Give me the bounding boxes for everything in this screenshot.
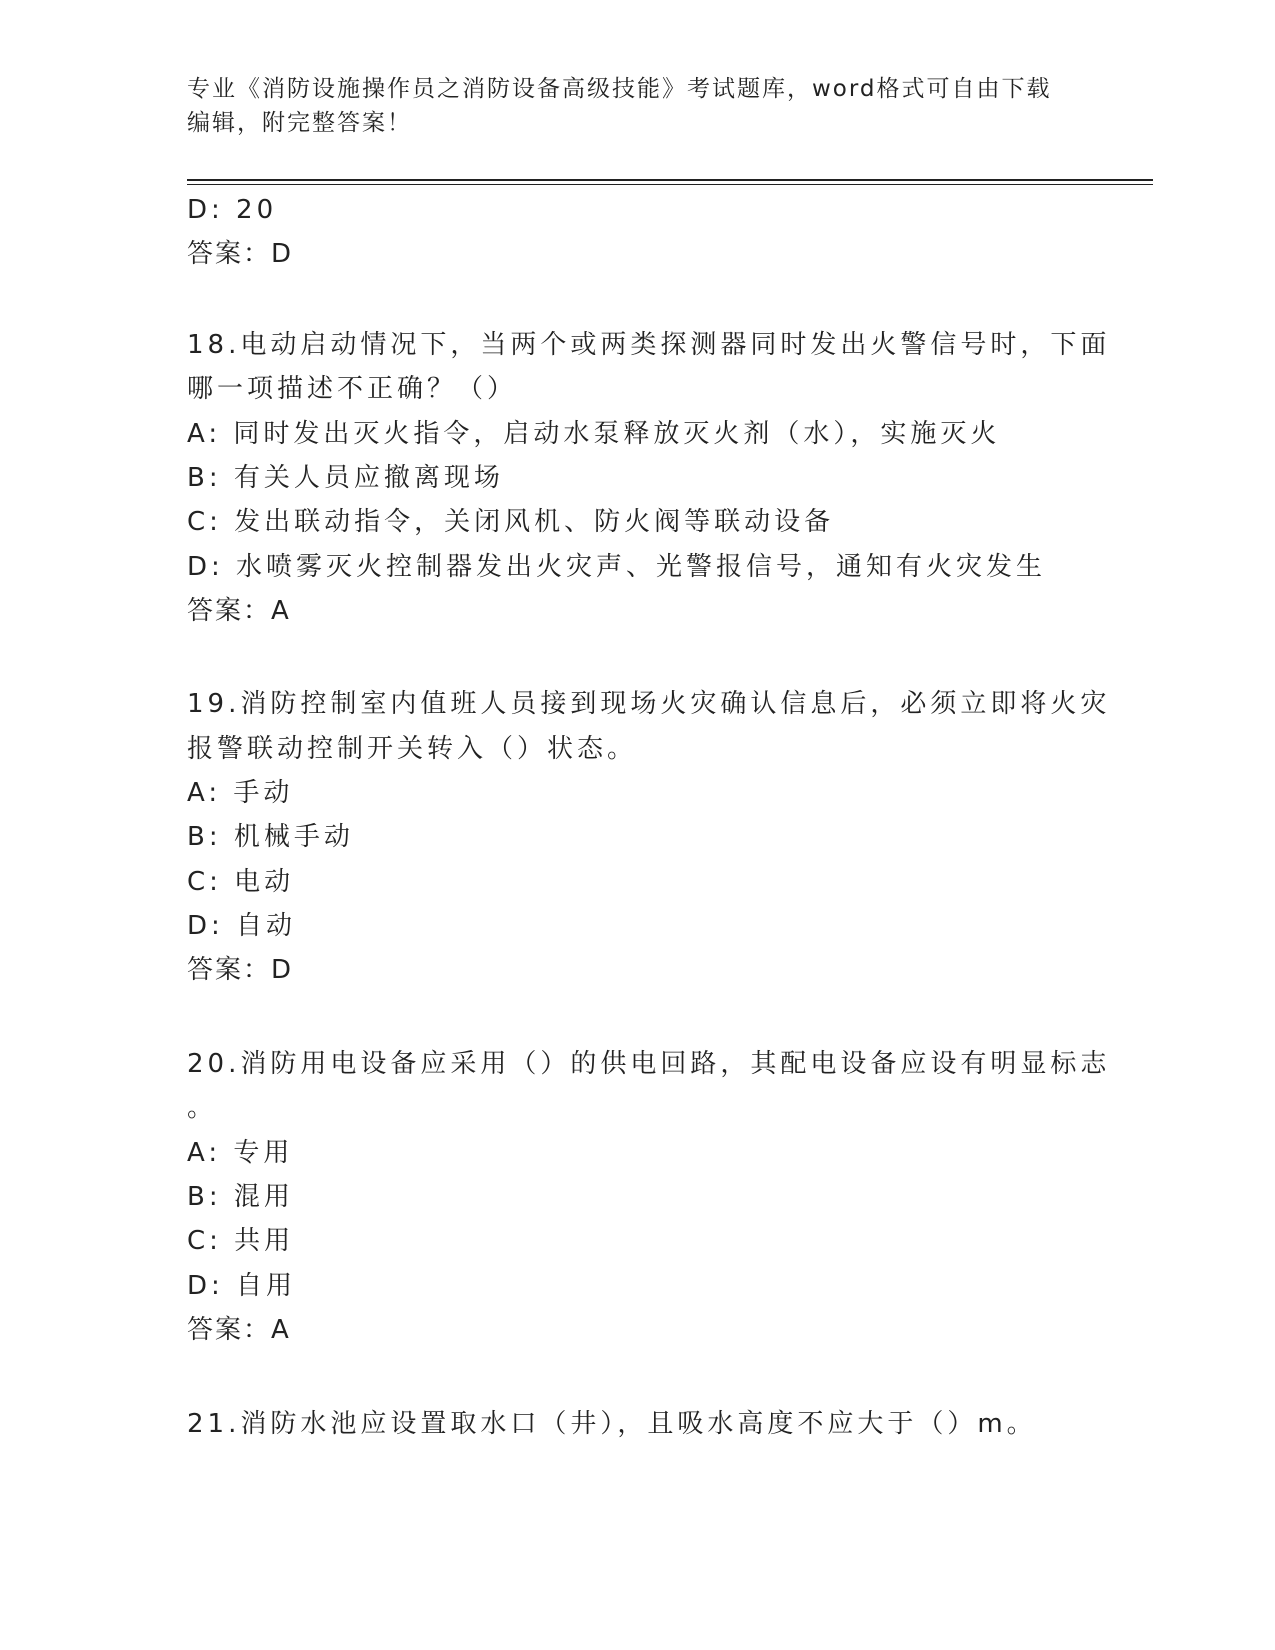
answer-20: 答案：A [187, 1315, 291, 1345]
q18-option-b: B: 有关人员应撤离现场 [187, 463, 504, 493]
q18-option-d: D: 水喷雾灭火控制器发出火灾声、光警报信号，通知有火灾发生 [187, 552, 1047, 582]
question-21-text: 21.消防水池应设置取水口（井），且吸水高度不应大于（）m。 [187, 1409, 1037, 1439]
q19-option-c: C: 电动 [187, 867, 295, 897]
answer-18: 答案：A [187, 596, 291, 626]
question-19-text: 19.消防控制室内值班人员接到现场火灾确认信息后，必须立即将火灾 [187, 689, 1111, 719]
header-divider-thin [187, 184, 1153, 185]
q20-option-d: D: 自用 [187, 1271, 297, 1301]
header-divider-thick [187, 179, 1153, 181]
question-18-text: 18.电动启动情况下，当两个或两类探测器同时发出火警信号时，下面 [187, 330, 1111, 360]
q20-option-c: C: 共用 [187, 1226, 295, 1256]
q19-option-d: D: 自动 [187, 911, 297, 941]
answer-17: 答案：D [187, 239, 294, 269]
option-d-prev: D: 20 [187, 195, 278, 225]
q19-option-b: B: 机械手动 [187, 822, 354, 852]
document-header-intro: 专业《消防设施操作员之消防设备高级技能》考试题库，word格式可自由下载编辑，附完整答案！ [187, 76, 1052, 136]
answer-19: 答案：D [187, 955, 294, 985]
question-20-text-cont: 。 [187, 1093, 218, 1123]
q20-option-a: A: 专用 [187, 1138, 294, 1168]
q20-option-b: B: 混用 [187, 1182, 294, 1212]
q18-option-a: A: 同时发出灭火指令，启动水泵释放灭火剂（水），实施灭火 [187, 419, 1001, 449]
question-20-text: 20.消防用电设备应采用（）的供电回路，其配电设备应设有明显标志 [187, 1049, 1111, 1079]
q19-option-a: A: 手动 [187, 778, 294, 808]
q18-option-c: C: 发出联动指令，关闭风机、防火阀等联动设备 [187, 507, 835, 537]
question-19-text-cont: 报警联动控制开关转入（）状态。 [187, 734, 638, 764]
question-18-text-cont: 哪一项描述不正确？（） [187, 374, 518, 404]
